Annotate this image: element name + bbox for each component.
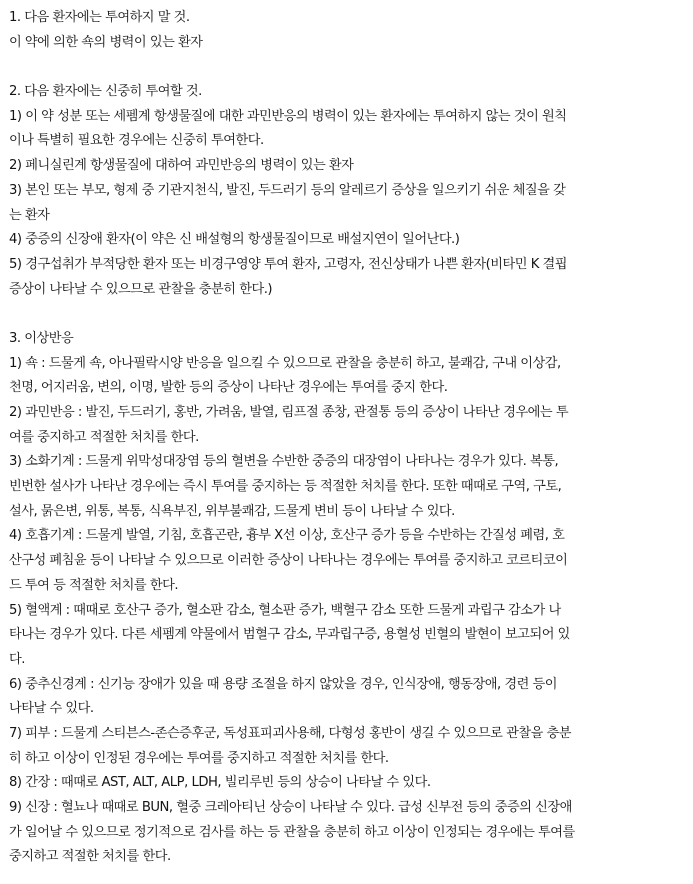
text-line: 드 투여 등 적절한 처치를 한다. bbox=[9, 577, 179, 593]
text-line: 다. bbox=[9, 651, 25, 667]
text-line: 3) 본인 또는 부모, 형제 중 기관지천식, 발진, 두드러기 등의 알레르기 증상을 일으키기 쉬운 체질을 갖 bbox=[9, 182, 566, 198]
document-body bbox=[9, 6, 687, 870]
text-line: 2) 페니실린계 항생물질에 대하여 과민반응의 병력이 있는 환자 bbox=[9, 158, 354, 174]
text-line: 빈번한 설사가 나타난 경우에는 즉시 투여를 중지하는 등 적절한 처치를 한다. 또한 때때로 구역, 구토, bbox=[9, 479, 562, 495]
text-line: 여를 중지하고 적절한 처치를 한다. bbox=[9, 429, 199, 445]
text-line: 4) 중증의 신장애 환자(이 약은 신 배설형의 항생물질이므로 배설지연이 일어난다.) bbox=[9, 232, 460, 248]
text-line: 는 환자 bbox=[9, 207, 50, 223]
text-line: 2) 과민반응 : 발진, 두드러기, 홍반, 가려움, 발열, 림프절 종창, 관절통 등의 증상이 나타난 경우에는 투 bbox=[9, 405, 569, 420]
blank-line bbox=[9, 55, 687, 80]
text-line: 1) 이 약 성분 또는 세펨계 항생물질에 대한 과민반응의 병력이 있는 환자에는 투여하지 않는 것이 원칙 bbox=[9, 108, 567, 124]
text-line: 히 하고 이상이 인정된 경우에는 투여를 중지하고 적절한 처치를 한다. bbox=[9, 750, 389, 766]
text-line: 2. 다음 환자에는 신중히 투여할 것. bbox=[9, 84, 202, 100]
text-line: 가 일어날 수 있으므로 정기적으로 검사를 하는 등 관찰을 충분히 하고 이상이 인정되는 경우에는 투여를 bbox=[9, 824, 575, 840]
text-line: 5) 혈액계 : 때때로 호산구 증가, 혈소판 감소, 혈소판 증가, 백혈구 감소 또한 드물게 과립구 감소가 나 bbox=[9, 602, 561, 618]
text-line: 중지하고 적절한 처치를 한다. bbox=[9, 849, 171, 865]
text-line: 3. 이상반응 bbox=[9, 330, 74, 346]
text-line: 나타날 수 있다. bbox=[9, 701, 94, 717]
text-line: 천명, 어지러움, 변의, 이명, 발한 등의 증상이 나타난 경우에는 투여를 중지 한다. bbox=[9, 380, 448, 396]
text-line: 이나 특별히 필요한 경우에는 신중히 투여한다. bbox=[9, 133, 264, 149]
text-line: 타나는 경우가 있다. 다른 세펨계 약물에서 범혈구 감소, 무과립구증, 용혈성 빈혈의 발현이 보고되어 있 bbox=[9, 627, 570, 643]
text-line: 4) 호흡기계 : 드물게 발열, 기침, 호흡곤란, 흉부 X선 이상, 호산구 증가 등을 수반하는 간질성 폐렴, 호 bbox=[9, 528, 565, 544]
text-line: 6) 중추신경계 : 신기능 장애가 있을 때 용량 조절을 하지 않았을 경우, 인식장애, 행동장애, 경련 등이 bbox=[9, 676, 558, 692]
blank-line bbox=[9, 302, 687, 327]
text-line: 8) 간장 : 때때로 AST, ALT, ALP, LDH, 빌리루빈 등의 상승이 나타날 수 있다. bbox=[9, 775, 431, 791]
text-line: 이 약에 의한 쇽의 병력이 있는 환자 bbox=[9, 34, 203, 50]
text-line: 9) 신장 : 혈뇨나 때때로 BUN, 혈중 크레아티닌 상승이 나타날 수 있다. 급성 신부전 등의 중증의 신장애 bbox=[9, 800, 572, 815]
text-line: 설사, 묽은변, 위통, 복통, 식욕부진, 위부불쾌감, 드물게 변비 등이 나타날 수 있다. bbox=[9, 503, 455, 519]
text-line: 증상이 나타날 수 있으므로 관찰을 충분히 한다.) bbox=[9, 281, 273, 297]
text-line: 3) 소화기계 : 드물게 위막성대장염 등의 혈변을 수반한 중증의 대장염이 나타나는 경우가 있다. 복통, bbox=[9, 454, 559, 470]
text-line: 산구성 폐침윤 등이 나타날 수 있으므로 이러한 증상이 나타나는 경우에는 투여를 중지하고 코르티코이 bbox=[9, 553, 568, 569]
text-line: 7) 피부 : 드물게 스티븐스-존슨증후군, 독성표피괴사용해, 다형성 홍반이 생길 수 있으므로 관찰을 충분 bbox=[9, 725, 571, 741]
text-line: 5) 경구섭취가 부적당한 환자 또는 비경구영양 투여 환자, 고령자, 전신상태가 나쁜 환자(비타민 K 결핍 bbox=[9, 256, 568, 272]
text-line: 1) 쇽 : 드물게 쇽, 아나필락시양 반응을 일으킬 수 있으므로 관찰을 충분히 하고, 불쾌감, 구내 이상감, bbox=[9, 355, 561, 371]
text-line: 1. 다음 환자에는 투여하지 말 것. bbox=[9, 10, 190, 25]
